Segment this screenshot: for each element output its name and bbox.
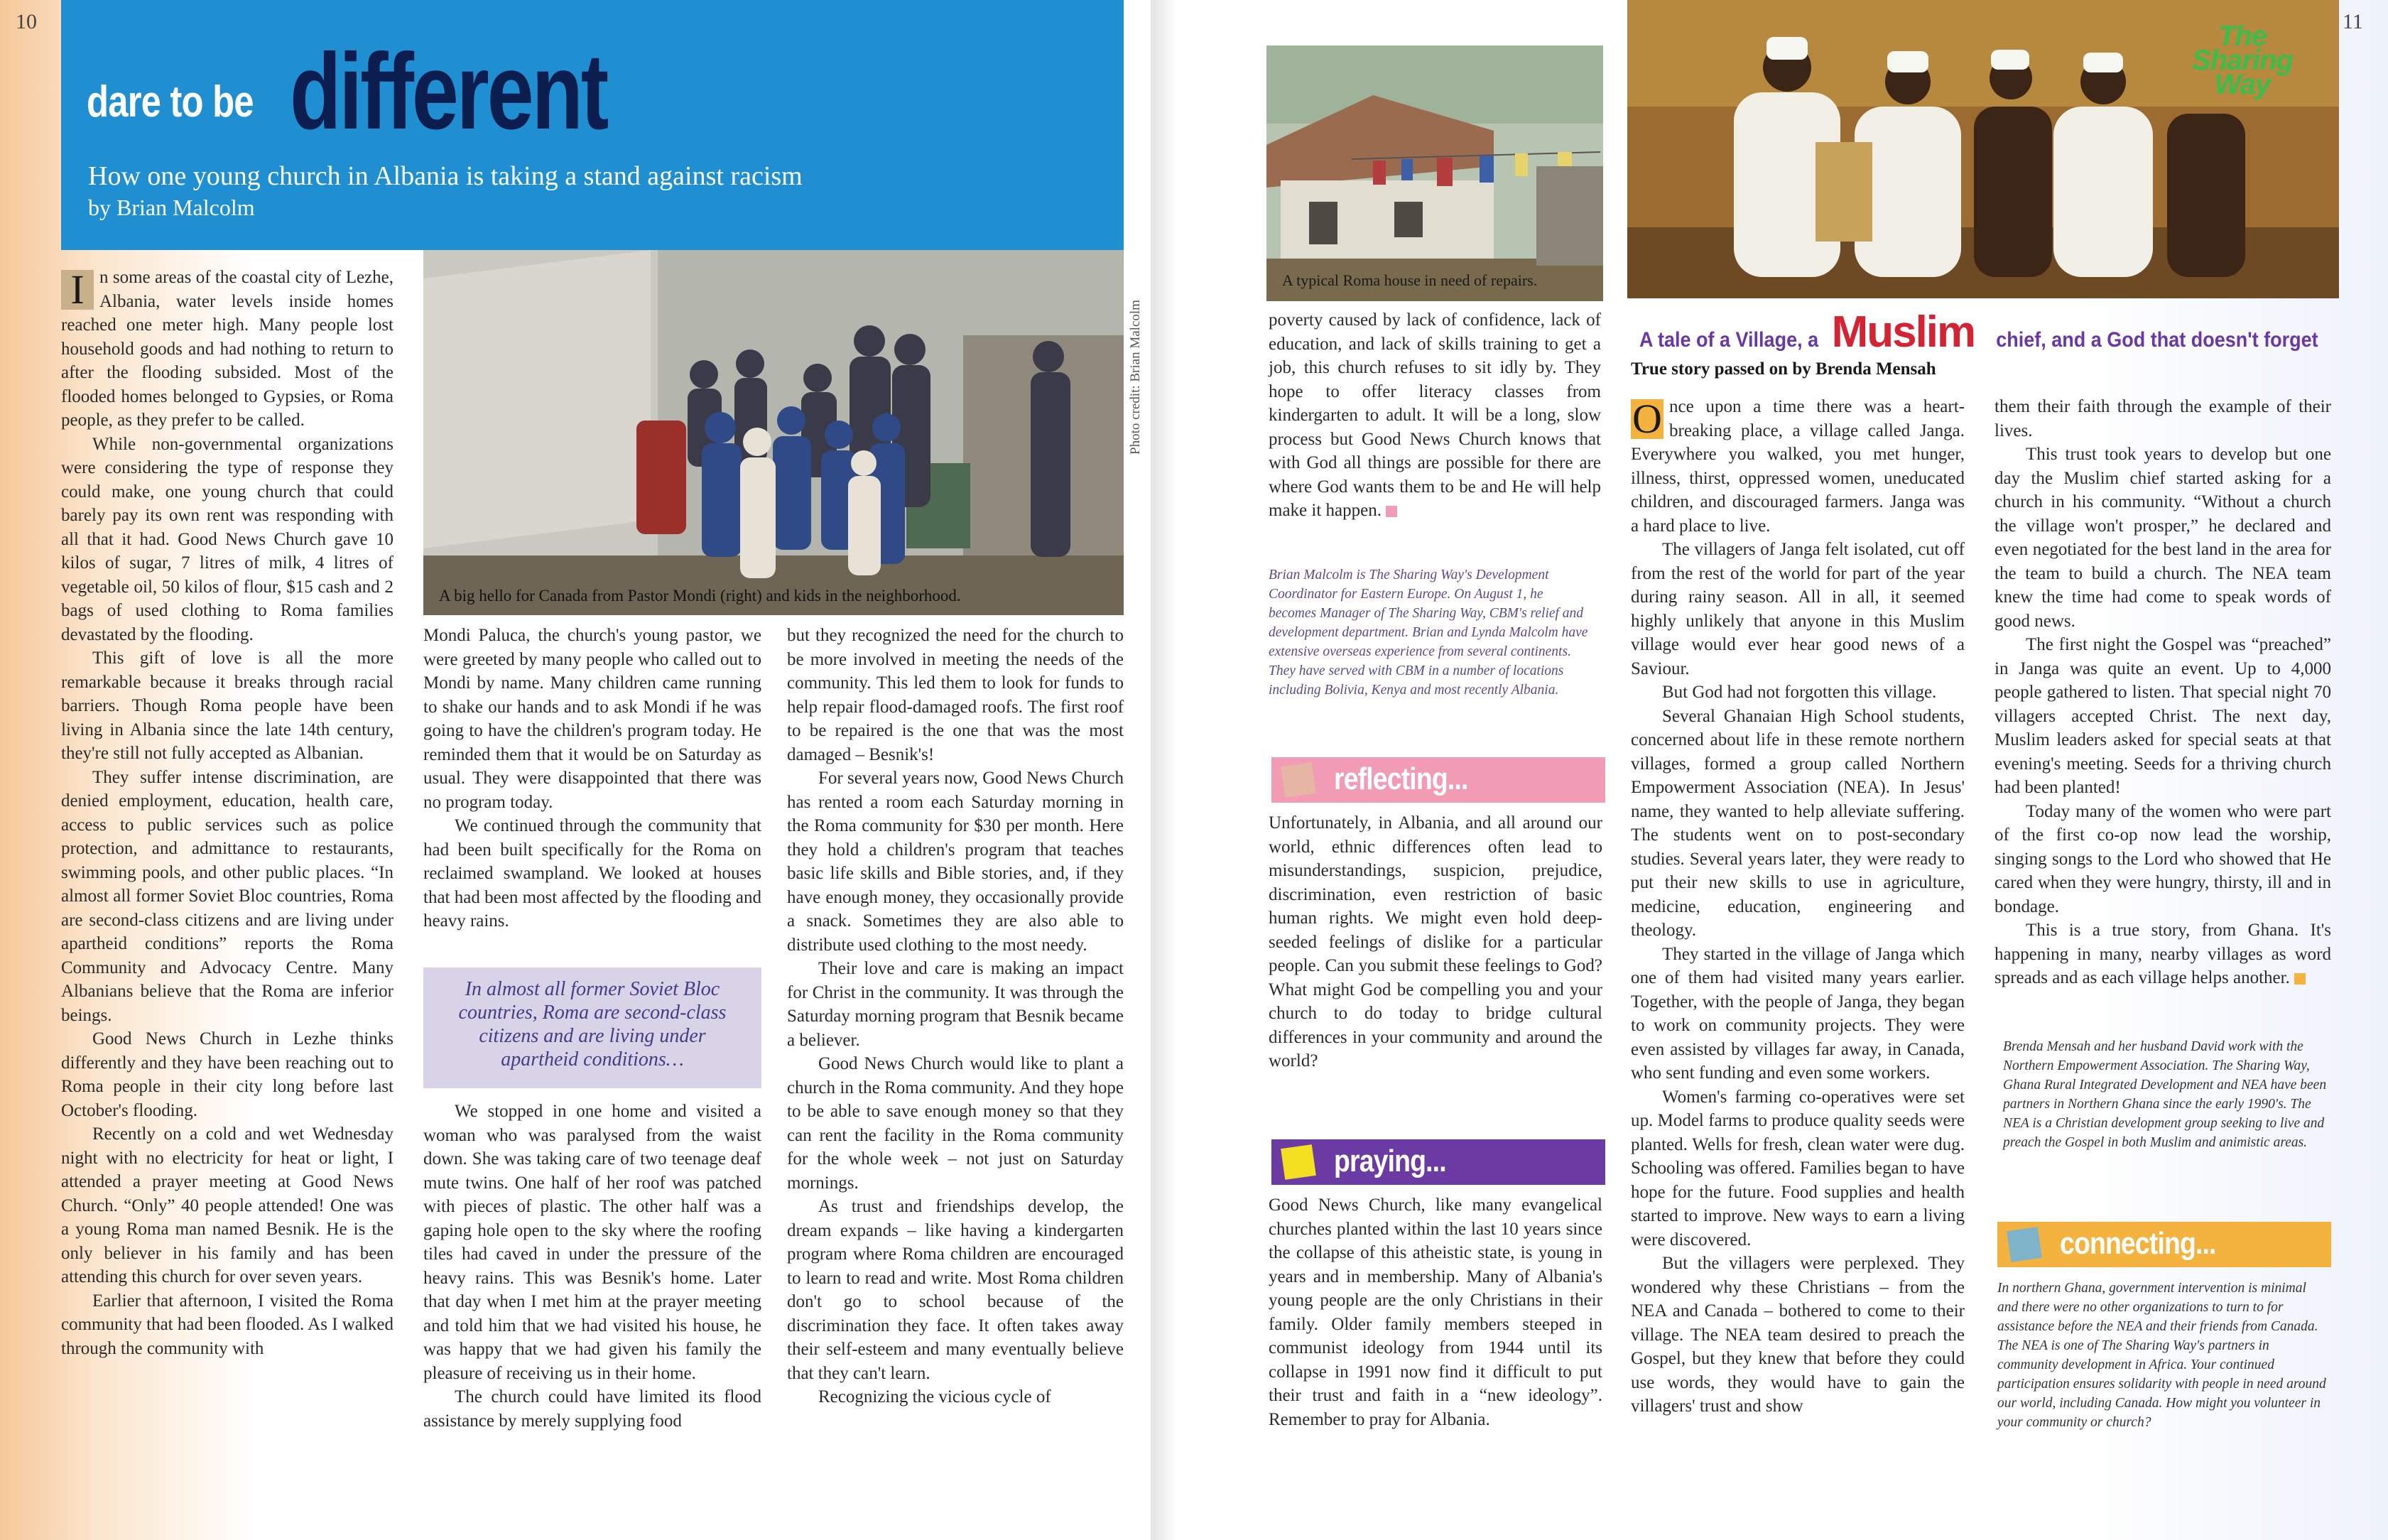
article-subtitle: How one young church in Albania is taking a stand against racism (88, 161, 803, 191)
paragraph: We stopped in one home and visited a woman who was paralysed from the waist down. She was taking care of two teenage deaf mute twins. One half of her roof was patched with pieces of plastic. The other half was a gaping hole open to the sky where the roofing tiles had caved in under the pressure of the heavy rains. This was Besnik's home. Later that day when I met him at the prayer meeting and told him that we had visited his house, he was happy that we had given his family the pleasure of receiving us in their home. (423, 1102, 761, 1383)
connecting-banner (1997, 1222, 2331, 1267)
paragraph: The church could have limited its flood assistance by merely supplying food (423, 1387, 761, 1431)
title-big: different (290, 31, 607, 152)
article-column-3 (787, 624, 1124, 1409)
paragraph: Women's farming co-operatives were set up. Model farms to produce quality seeds were planted. Wells for fresh, clean water were dug. Schooling was offered. Families began to have hope for the future. Food supplies and health started to improve. New ways to earn a living were discovered. (1631, 1087, 1965, 1249)
photo-caption: A typical Roma house in need of repairs. (1282, 271, 1538, 289)
logo-line: Way (2214, 69, 2271, 100)
tale-bio: Brenda Mensah and her husband David work with the Northern Empowerment Association. The Sharing Way, Ghana Rural Integrated Development and NEA have been partners in Northern Ghana since the early 1990's. The NEA is a Christian development group seeking to live and preach the Gospel in both Muslim and animistic areas. (2003, 1039, 2327, 1150)
paragraph: This trust took years to develop but one day the Muslim chief started asking for a church in his community. “Without a church the village won't prosper,” he declared and even negotiated for the best land in the area for the team to build a church. The NEA team knew the time had come to speak words of good news. (1994, 445, 2331, 631)
paragraph: Their love and care is making an impact for Christ in the community. It was through the Saturday morning program that Besnik became a believer. (787, 959, 1124, 1050)
photo-roma-house (1266, 45, 1603, 301)
paragraph: poverty caused by lack of confidence, lack of education, and lack of skills training to get a job, this church refuses to sit idly by. They hope to offer literacy classes from kindergarten to adult. It will be a long, slow process but Good News Church knows that with God all things are possible for there are where God wants them to be and He will help make it happen. (1269, 310, 1601, 520)
paragraph: We continued through the community that had been built specifically for the Roma on reclaimed swampland. We looked at houses that had been most affected by the flooding and heavy rains. (423, 816, 761, 931)
tale-title-muslim: Muslim (1831, 308, 1975, 357)
photo-illustration (1266, 45, 1603, 301)
drop-cap: I (61, 270, 94, 310)
paragraph: While non-governmental organizations were considering the type of response they could make, one young church that could barely pay its own rent was responding with all that it had. Good News Church gave 10 kilos of sugar, 7 litres of milk, 4 litres of vegetable oil, 50 kilos of flour, $15 cash and 2 bags of used clothing to Roma families devastated by the flooding. (61, 434, 394, 644)
continued-column (1269, 308, 1601, 523)
paragraph: For several years now, Good News Church has rented a room each Saturday morning in the Roma community for $30 per month. Here they hold a children's program that teaches basic life skills and Bible stories, and, if they have enough money, they occasionally provide a snack. Sometimes they are also able to distribute used clothing to the most needy. (787, 769, 1124, 955)
paragraph: Good News Church in Lezhe thinks differently and they have been reaching out to Roma people in their city long before last October's flooding. (61, 1029, 394, 1120)
photo-roma-children-group (423, 250, 1124, 615)
tale-column-2 (1994, 395, 2331, 990)
paragraph: But the villagers were perplexed. They wondered why these Christians – from the NEA and Canada – bothered to come to their village. The NEA team desired to preach the Gospel, but they knew that before they could use words, they would have to gain the villagers' trust and show (1631, 1254, 1965, 1416)
tale-title-part: chief, and a God that doesn't forget (1995, 328, 2318, 352)
paragraph: them their faith through the example of their lives. (1994, 397, 2331, 440)
paragraph: Recognizing the vicious cycle of (818, 1387, 1051, 1406)
reflecting-text: Unfortunately, in Albania, and all around our world, ethnic differences often lead to misunderstandings, suspicion, prejudice, discrimination, even restriction of basic human rights. We might even hold deep-seeded feelings of dislike for a particular people. Can you submit these feelings to God? What might God be compelling you and your church to do today to bridge cultural differences in your community and around the world? (1269, 813, 1602, 1070)
sharing-way-logo (2168, 21, 2317, 100)
title-small: dare to be (87, 77, 254, 126)
author-bio: Brian Malcolm is The Sharing Way's Development Coordinator for Eastern Europe. On August 1, he becomes Manager of The Sharing Way, CBM's relief and development department. Brian and Lynda Malcolm have extensive overseas experience from several continents. They have served with CBM in a number of locations including Bolivia, Kenya and most recently Albania. (1269, 568, 1588, 698)
paragraph: Recently on a cold and wet Wednesday night with no electricity for heat or light, I attended a prayer meeting at Good News Church. “Only” 40 people attended! One was a young Roma man named Besnik. He is the only believer in his family and has been attending this church for over seven years. (61, 1124, 394, 1286)
pull-quote: In almost all former Soviet Bloc countries, Roma are second-class citizens and are living under apartheid conditions… (423, 967, 761, 1088)
paragraph: This is a true story, from Ghana. It's happening in many, nearby villages as word spreads and as each village helps another. (1994, 921, 2331, 987)
praying-text: Good News Church, like many evangelical churches planted within the last 10 years since the collapse of this atheistic state, is young in years and in membership. Many of Albania's young people are the only Christians in their family. Older family members steeped in communist ideology from 1944 until its collapse in 1991 now find it difficult to put their trust and faith in a “new ideology”. Remember to pray for Albania. (1269, 1195, 1602, 1429)
tale-title-part: A tale of a Village, a (1639, 328, 1819, 352)
page-number-right: 11 (2343, 10, 2363, 33)
article-byline: by Brian Malcolm (88, 195, 255, 220)
paragraph: Mondi Paluca, the church's young pastor, we were greeted by many people who called out to Mondi by name. Many children came running to shake our hands and to ask Mondi if he was going to have the children's program today. He reminded them that it would be on Saturday as usual. They were disappointed that there was no program today. (423, 626, 761, 812)
drop-cap: O (1631, 399, 1664, 439)
article-column-1 (61, 266, 394, 1360)
paragraph: As trust and friendships develop, the dream expands – like having a kindergarten program where Roma children are encouraged to learn to read and write. Most Roma children don't go to school because of the discrimination they face. It often takes away their self-esteem and many eventually believe that they can't learn. (787, 1197, 1124, 1383)
square-icon (2007, 1227, 2042, 1262)
paragraph: O nce upon a time there was a heart-breaking place, a village called Janga. Everywhere you walked, you met hunger, illness, thirst, oppressed women, uneducated children, and discouraged farmers. Janga was a hard place to live. (1631, 396, 1965, 536)
paragraph: The villagers of Janga felt isolated, cut off from the rest of the world for part of the year during rainy season. All in all, it seemed highly unlikely that anyone in this Muslim village would ever hear good news of a Saviour. (1631, 540, 1965, 678)
logo-line: Sharing (2192, 45, 2293, 76)
paragraph: They suffer intense discrimination, are denied employment, education, health care, access to public services such as police protection, and admittance to restaurants, swimming pools, and other public places. “In almost all former Soviet Bloc countries, Roma are second-class citizens and are living under apartheid conditions” reports the Roma Community and Advocacy Centre. Many Albanians believe that the Roma are inferior beings. (61, 767, 394, 1025)
photo-caption: A big hello for Canada from Pastor Mondi (right) and kids in the neighborhood. (439, 587, 961, 604)
square-icon (1281, 1144, 1316, 1180)
page-gutter (1151, 0, 1178, 1540)
connecting-label: connecting... (2060, 1226, 2216, 1261)
photo-illustration (423, 250, 1124, 615)
paragraph: Today many of the women who were part of the first co-op now lead the worship, singing songs to the Lord who showed that He cared when they were hungry, thirsty, ill and in bondage. (1994, 801, 2331, 916)
article-column-2b (423, 1100, 761, 1433)
connecting-text: In northern Ghana, government intervention is minimal and there were no other organizations to turn to for assistance before the NEA and their friends from Canada. The NEA is one of The Sharing Way's partners in community development in Africa. Your continued participation ensures solidarity with people in need around our world, including Canada. How might you volunteer in your community or church? (1997, 1281, 2326, 1430)
tale-column-1 (1631, 395, 1965, 1419)
square-icon (1281, 762, 1316, 798)
paragraph: but they recognized the need for the church to be more involved in meeting the needs of the community. This led them to look for funds to help repair flood-damaged roofs. The first roof to be repaired is the one that was the most damaged – Besnik's! (787, 626, 1124, 764)
end-mark-icon (1386, 506, 1397, 517)
paragraph: Several Ghanaian High School students, concerned about life in these remote northern villages, formed a group called Northern Empowerment Association (NEA). In Jesus' name, they wanted to help alleviate suffering. The students went on to post-secondary studies. Several years later, they were ready to put their new skills to use in agriculture, medicine, education, engineering and theology. (1631, 706, 1965, 940)
tale-title (1629, 307, 2335, 357)
logo-line: The (2218, 21, 2267, 52)
end-mark-icon (2294, 973, 2306, 985)
photo-credit: Photo credit: Brian Malcolm (1128, 300, 1143, 455)
praying-label: praying... (1334, 1144, 1446, 1178)
paragraph: Good News Church would like to plant a church in the Roma community. And they hope to be able to save enough money so that they can rent the facility in the Roma community for the whole week – not just on Saturday mornings. (787, 1054, 1124, 1193)
page-number-left: 10 (16, 10, 37, 33)
paragraph: But God had not forgotten this village. (1662, 683, 1937, 702)
paragraph: They started in the village of Janga which one of them had visited many years earlier. Together, with the people of Janga, they began to work on community projects. They were even assisted by villages far away, in Canada, who sent funding and even some workers. (1631, 944, 1965, 1083)
praying-banner (1271, 1139, 1605, 1185)
article-column-2 (423, 624, 761, 933)
paragraph: The first night the Gospel was “preached” in Janga was quite an event. Up to 4,000 people gathered to listen. That special night 70 villagers accepted Christ. The next day, Muslim leaders asked for special seats at that evening's meeting. Seeds for a thriving church had been planted! (1994, 635, 2331, 797)
tale-byline: True story passed on by Brenda Mensah (1631, 359, 1936, 379)
paragraph: This gift of love is all the more remarkable because it breaks through racial barriers. Though Roma people have been living in Albania since the late 14th century, they're still not fully accepted as Albanian. (61, 649, 394, 763)
paragraph: Earlier that afternoon, I visited the Roma community that had been flooded. As I walked through the community with (61, 1291, 394, 1358)
left-page (0, 0, 1151, 1540)
paragraph: I n some areas of the coastal city of Lezhe, Albania, water levels inside homes reached one meter high. Many people lost household goods and had nothing to return to after the flooding subsided. Most of the flooded homes belonged to Gypsies, or Roma people, as they prefer to be called. (61, 266, 394, 430)
reflecting-banner (1271, 757, 1605, 803)
reflecting-label: reflecting... (1334, 761, 1468, 796)
